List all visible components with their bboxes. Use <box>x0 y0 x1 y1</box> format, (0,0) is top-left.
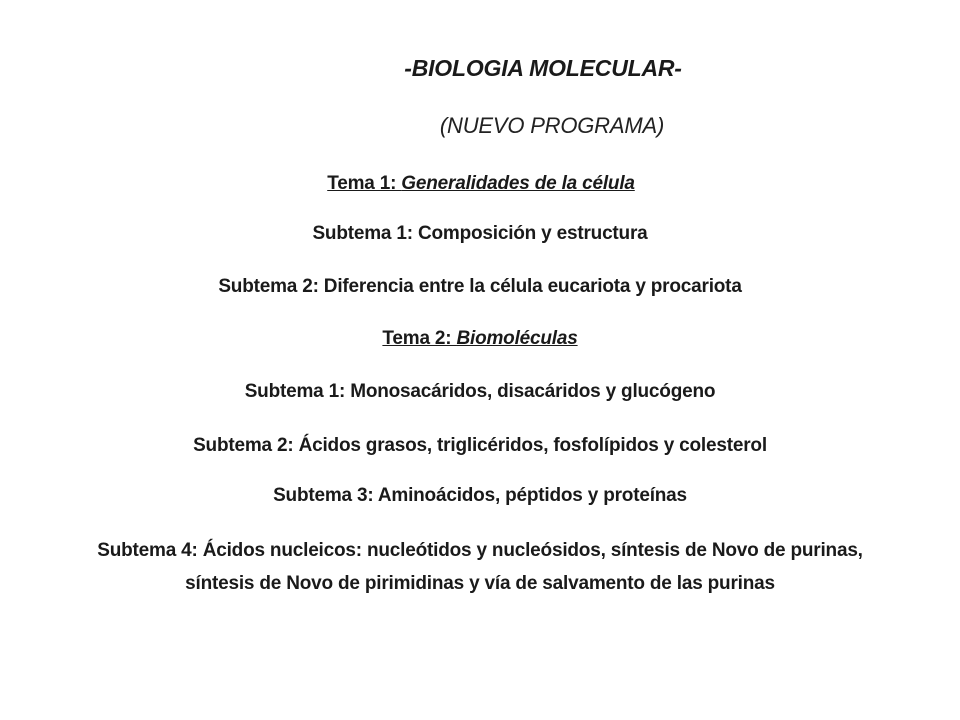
tema-2-subtema-4-line-2: síntesis de Novo de pirimidinas y vía de salvamento de las purinas <box>185 573 775 594</box>
tema-1-subtema-1: Subtema 1: Composición y estructura <box>312 223 648 244</box>
tema-2-subtema-2: Subtema 2: Ácidos grasos, triglicéridos, fosfolípidos y colesterol <box>193 435 767 456</box>
tema-1-heading <box>0 172 960 196</box>
tema-1-label: Tema 1: <box>327 173 402 194</box>
tema-2-subtema-1: Subtema 1: Monosacáridos, disacáridos y glucógeno <box>244 381 716 402</box>
tema-2-heading <box>0 327 960 351</box>
tema-1-name: Generalidades de la célula <box>401 173 635 194</box>
tema-2-label: Tema 2: <box>382 328 457 349</box>
tema-1-subtema-2: Subtema 2: Diferencia entre la célula eucariota y procariota <box>218 276 742 297</box>
tema-2-subtema-4-line-1: Subtema 4: Ácidos nucleicos: nucleótidos y nucleósidos, síntesis de Novo de purinas, <box>97 540 863 561</box>
tema-2-subtema-3: Subtema 3: Aminoácidos, péptidos y proteínas <box>273 485 687 506</box>
tema-2-name: Biomoléculas <box>456 328 578 349</box>
document-title: -BIOLOGIA MOLECULAR- <box>404 55 682 81</box>
document-subtitle: (NUEVO PROGRAMA) <box>439 113 665 138</box>
